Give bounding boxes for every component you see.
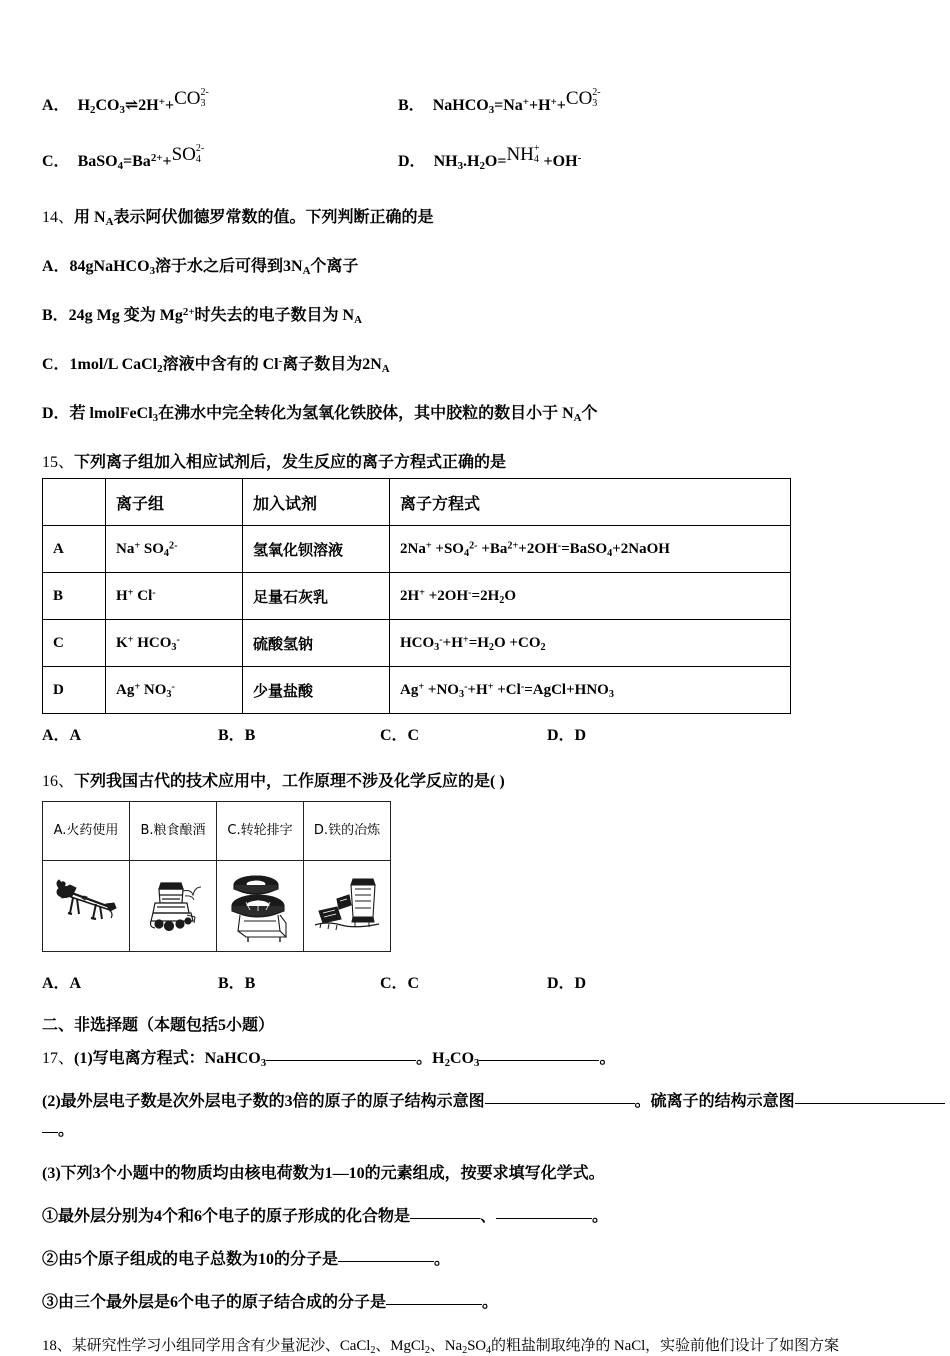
q17-part1 (42, 1045, 922, 1068)
q13-option-d-tail: +OH- (539, 152, 582, 170)
table-header-row (43, 479, 791, 526)
row-d-reagent: 少量盐酸 (243, 667, 390, 714)
q16-stem-text: 下列我国古代的技术应用中，工作原理不涉及化学反应的是( ) (74, 773, 505, 790)
q16-stem (42, 768, 922, 791)
picture-caption-a: A.火药使用 (43, 802, 130, 861)
table-row (43, 667, 791, 714)
q13-option-b (398, 88, 601, 115)
q17-part2-mid: 。硫离子的结构示意图 (634, 1093, 795, 1110)
q17-part2-lead: (2)最外层电子数是次外层电子数的3倍的原子的原子结构示意图 (42, 1093, 485, 1110)
row-b-equation: $2H^+ +2OH^-=2H_2O$ (390, 573, 791, 620)
q17-part2 (42, 1088, 922, 1111)
q17-blank-sulfide-diagram[interactable] (795, 1103, 945, 1104)
distillery-still-icon (137, 865, 209, 947)
q16-choice-c[interactable]: C．C (380, 975, 420, 992)
header-equation: 离子方程式 (390, 479, 791, 526)
row-b-reagent: 足量石灰乳 (243, 573, 390, 620)
row-index-d: D (43, 667, 106, 714)
row-b-group: H+ Cl- (106, 573, 243, 620)
q14-stem-text: 用 $N_A$表示阿伏伽德罗常数的值。下列判断正确的是 (74, 209, 434, 229)
q18-number: 18、 (42, 1338, 72, 1354)
q17-item3-end: 。 (482, 1294, 499, 1311)
q13-option-d-formula: $NH_3.H_2O=$ (429, 153, 507, 173)
q17-part3-item-3 (42, 1289, 922, 1312)
q13-option-a-label: A． (42, 97, 70, 114)
row-a-equation: $2Na^+ +SO_4^{2-}$ $+Ba^{2+}+2OH^-=BaSO_4+2NaOH$ (390, 526, 791, 573)
picture-cell-c (217, 861, 304, 952)
q17-number: 17、 (42, 1050, 75, 1067)
row-d-equation: $Ag^+ +NO_3^-+H^+$ $+Cl^-=AgCl+HNO_3$ (390, 667, 791, 714)
q13-option-a-formula: $H_2CO_3\rightleftharpoons 2H^++$ (73, 96, 175, 117)
cannon-firearm-icon (50, 865, 122, 947)
q15-stem (42, 449, 922, 472)
q17-blank-h2co3[interactable] (479, 1060, 599, 1061)
q17-item1-blank-1[interactable] (410, 1218, 480, 1219)
q13-options-row-cd (42, 144, 922, 200)
q17-item1-end: 。 (592, 1208, 609, 1225)
q15-choice-a[interactable]: A．A (42, 727, 82, 744)
q17-part3-lead: (3)下列3个小题中的物质均由核电荷数为1—10的元素组成，按要求填写化学式。 (42, 1165, 605, 1182)
q18-stem-text: 某研究性学习小组同学用含有少量泥沙、CaCl$_2$、MgCl$_2$、$Na_2SO_4$的粗盐制取纯净的 NaCl，实验前他们设计了如图方案 (71, 1338, 839, 1356)
picture-caption-b: B.粮食酿酒 (130, 802, 217, 861)
q13-option-a (42, 88, 209, 115)
header-reagent: 加入试剂 (243, 479, 390, 526)
picture-art-row (43, 861, 391, 952)
q14-option-a: A．84gNaHCO$_3$溶于水之后可得到$3N_A$个离子 (42, 258, 359, 278)
q17-blank-nahco3[interactable] (266, 1060, 416, 1061)
q17-part1-mid: 。$H_2CO_3$ (416, 1050, 480, 1070)
q17-part2-end: 。 (58, 1122, 75, 1139)
table-row (43, 526, 791, 573)
picture-cell-b (130, 861, 217, 952)
picture-caption-row (43, 802, 391, 861)
q16-number: 16、 (42, 773, 75, 790)
row-a-reagent: 氢氧化钡溶液 (243, 526, 390, 573)
q13-option-c (42, 144, 204, 171)
q15-choice-b[interactable]: B．B (218, 727, 256, 744)
row-c-reagent: 硫酸氢钠 (243, 620, 390, 667)
q16-choices (42, 970, 922, 1000)
ion-equation-table (42, 478, 791, 714)
q13-options-row-ab (42, 88, 922, 144)
q13-option-d (398, 144, 581, 171)
q13-option-b-label: B． (398, 97, 425, 114)
q15-choice-c[interactable]: C．C (380, 727, 420, 744)
q15-choices (42, 722, 922, 752)
q15-choice-d[interactable]: D．D (547, 727, 587, 744)
carbonate-ion-glyph: CO 2- 3 (565, 87, 601, 110)
q17-part2-continuation (42, 1117, 922, 1140)
picture-caption-d: D.铁的冶炼 (304, 802, 391, 861)
row-c-equation: $HCO_3^-+H^+=H_2O +CO_2$ (390, 620, 791, 667)
q17-part1-end: 。 (599, 1050, 616, 1067)
row-index-a: A (43, 526, 106, 573)
q16-choice-b[interactable]: B．B (218, 975, 256, 992)
q17-item3-lead: ③由三个最外层是6个电子的原子结合成的分子是 (42, 1294, 387, 1311)
q17-item1-blank-2[interactable] (496, 1218, 592, 1219)
header-index (43, 479, 106, 526)
picture-cell-d (304, 861, 391, 952)
section-2-heading: 二、非选择题（本题包括5小题） (42, 1017, 275, 1034)
table-row (43, 573, 791, 620)
q16-choice-d[interactable]: D．D (547, 975, 587, 992)
row-index-b: B (43, 573, 106, 620)
q17-item1-mid: 、 (480, 1208, 497, 1225)
q17-item2-blank[interactable] (338, 1261, 434, 1262)
q17-part3-item-2 (42, 1246, 922, 1269)
q17-part1-lead: (1)写电离方程式：NaHCO$_3$ (74, 1050, 267, 1070)
page-content (42, 88, 922, 1355)
q17-item2-end: 。 (434, 1251, 451, 1268)
q15-stem-text: 下列离子组加入相应试剂后，发生反应的离子方程式正确的是 (74, 454, 507, 471)
picture-cell-a (43, 861, 130, 952)
rotating-type-wheel-icon (224, 865, 296, 947)
q17-blank-atom-diagram[interactable] (485, 1103, 635, 1104)
q14-option-d: D．若 lmolFeCl$_3$在沸水中完全转化为氢氧化铁胶体，其中胶粒的数目小于 $N_A$个 (42, 405, 598, 425)
q13-option-d-label: D． (398, 153, 426, 170)
q14-stem (42, 204, 922, 227)
sulfate-ion-glyph: SO 2- 4 (171, 143, 205, 166)
row-c-group: K+ $HCO_3^-$ (106, 620, 243, 667)
q17-item2-lead: ②由5个原子组成的电子总数为10的分子是 (42, 1251, 339, 1268)
iron-smelting-furnace-icon (311, 865, 383, 947)
q17-item3-blank[interactable] (386, 1304, 482, 1305)
row-d-group: Ag+ $NO_3^-$ (106, 667, 243, 714)
q14-option-c: C．1mol/L CaCl$_2$溶液中含有的 Cl-离子数目为$2N_A$ (42, 355, 390, 376)
q17-item1-lead: ①最外层分别为4个和6个电子的原子形成的化合物是 (42, 1208, 411, 1225)
q13-option-c-formula: $BaSO_4=Ba^{2+}+$ (73, 152, 172, 173)
header-ion-group: 离子组 (106, 479, 243, 526)
table-row (43, 620, 791, 667)
q13-option-c-label: C． (42, 153, 70, 170)
carbonate-ion-glyph: CO 2- 3 (174, 87, 209, 110)
q14-option-b: B．24g Mg 变为 $Mg^{2+}$时失去的电子数目为 $N_A$ (42, 306, 362, 327)
picture-caption-c: C.转轮排字 (217, 802, 304, 861)
ancient-technology-picture-table (42, 801, 391, 952)
q17-blank-continuation[interactable] (42, 1132, 58, 1133)
ammonium-ion-glyph: NH + 4 (506, 143, 540, 166)
q13-option-b-formula: NaHCO$_3$=Na++H++ (428, 96, 566, 117)
row-index-c: C (43, 620, 106, 667)
q14-number: 14、 (42, 209, 75, 226)
row-a-group: Na+ $SO_4^{2-}$ (106, 526, 243, 573)
q17-part3-item-1 (42, 1203, 922, 1226)
q16-choice-a[interactable]: A．A (42, 975, 82, 992)
q18-stem (42, 1334, 922, 1355)
q15-number: 15、 (42, 454, 75, 471)
